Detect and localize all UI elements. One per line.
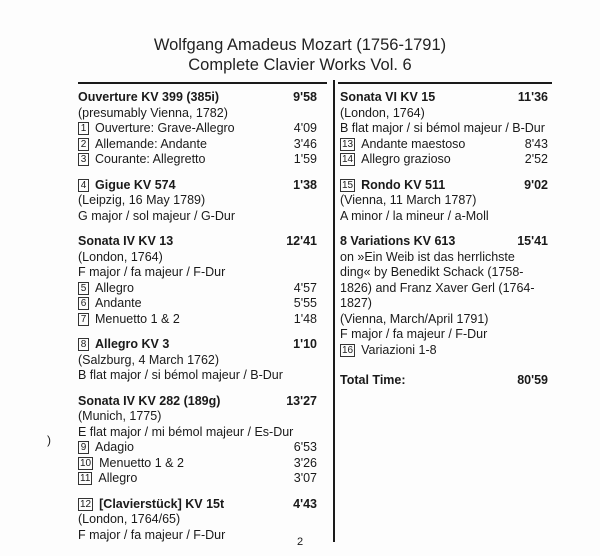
booklet-header: [0, 35, 600, 75]
work-info: (Munich, 1775): [78, 409, 162, 423]
track-row: [78, 312, 317, 328]
track-row: [78, 121, 317, 137]
track-row: [78, 471, 317, 487]
track-number: 16: [342, 344, 354, 356]
work-title: Sonata IV KV 13: [78, 234, 174, 248]
track-row: [78, 152, 317, 168]
work-duration: 15'41: [517, 234, 548, 248]
work-info: (Vienna, 11 March 1787): [340, 193, 477, 207]
work-title: Gigue KV 574: [95, 177, 176, 192]
work-title: Sonata VI KV 15: [340, 90, 436, 104]
left-top-rule: [78, 82, 327, 84]
work-duration: 9'58: [293, 90, 317, 104]
work-title: Allegro KV 3: [95, 337, 170, 351]
work-info: (Salzburg, 4 March 1762): [78, 352, 220, 367]
work-sonata-kv15: [340, 90, 548, 168]
track-title: Andante maestoso: [361, 136, 466, 151]
work-key: F major / fa majeur / F-Dur: [340, 327, 488, 341]
track-row: [78, 440, 317, 456]
total-time-label: Total Time:: [340, 373, 406, 387]
track-row: [340, 343, 548, 359]
track-number: 12: [80, 498, 92, 510]
track-row: [340, 137, 548, 153]
work-key: F major / fa majeur / F-Dur: [78, 527, 226, 542]
track-duration: 8'43: [524, 136, 548, 151]
track-number: 6: [78, 297, 89, 310]
track-title: Allemande: Andante: [95, 136, 207, 151]
track-duration: 3'07: [293, 471, 317, 485]
work-rondo: [340, 178, 548, 225]
track-title: Variazioni 1-8: [361, 342, 437, 357]
track-row: [78, 137, 317, 153]
total-time: [340, 373, 548, 389]
right-top-rule: [338, 82, 552, 84]
track-row: [78, 281, 317, 297]
right-column: [340, 90, 548, 389]
work-ouverture: [78, 90, 317, 168]
track-title: Ouverture: Grave-Allegro: [95, 121, 235, 135]
work-info: (London, 1764): [78, 249, 163, 264]
work-key: G major / sol majeur / G-Dur: [78, 208, 235, 223]
track-number: 5: [78, 282, 89, 295]
track-duration: 6'53: [293, 440, 317, 454]
track-duration: 3'46: [293, 136, 317, 151]
track-title: Andante: [95, 296, 142, 310]
work-variations: [340, 234, 548, 358]
track-duration: 4'57: [293, 280, 317, 295]
margin-mark: ): [47, 433, 51, 447]
left-column: [78, 90, 317, 543]
track-number: 4: [78, 179, 89, 192]
work-title: Ouverture KV 399 (385i): [78, 90, 220, 104]
track-number: 8: [78, 338, 89, 351]
track-number: 2: [78, 138, 89, 151]
track-number: 15: [342, 179, 354, 191]
work-duration: 12'41: [286, 234, 317, 248]
track-title: Courante: Allegretto: [95, 152, 206, 166]
work-allegro-kv3: [78, 337, 317, 384]
track-duration: 2'52: [524, 152, 548, 166]
work-title: 8 Variations KV 613: [340, 234, 456, 248]
track-duration: 1'59: [293, 152, 317, 166]
track-duration: 4'09: [293, 121, 317, 135]
track-duration: 3'26: [293, 455, 317, 470]
work-info: (London, 1764): [340, 105, 425, 120]
work-title: Sonata IV KV 282 (189g): [78, 393, 221, 408]
work-key: A minor / la mineur / a-Moll: [340, 208, 489, 223]
work-key: E flat major / mi bémol majeur / Es-Dur: [78, 424, 294, 439]
work-key: B flat major / si bémol majeur / B-Dur: [78, 368, 283, 382]
track-title: Allegro: [98, 471, 138, 485]
track-title: Menuetto 1 & 2: [99, 455, 184, 470]
track-number: 3: [78, 153, 89, 166]
track-row: [340, 152, 548, 168]
work-info: (Leipzig, 16 May 1789): [78, 193, 206, 207]
track-title: Adagio: [95, 440, 134, 454]
track-number: 10: [80, 457, 92, 469]
work-duration: 1'38: [293, 177, 317, 192]
track-number: 7: [78, 313, 89, 326]
work-duration: 13'27: [286, 393, 317, 408]
work-duration: 1'10: [293, 337, 317, 351]
track-duration: 5'55: [293, 296, 317, 310]
work-description: on »Ein Weib ist das herrlichste ding« by Benedikt Schack (1758-1826) and Franz Xaver Gerl (1764-1827): [340, 249, 535, 310]
work-duration: 9'02: [524, 177, 548, 192]
volume-title: Complete Clavier Works Vol. 6: [188, 56, 412, 74]
work-key: F major / fa majeur / F-Dur: [78, 265, 226, 279]
track-row: [78, 296, 317, 312]
page-number: 2: [296, 536, 304, 548]
work-info: (Vienna, March/April 1791): [340, 311, 489, 326]
work-duration: 11'36: [517, 90, 548, 104]
track-number: 14: [342, 154, 354, 165]
work-title: Rondo KV 511: [361, 177, 446, 192]
work-info: (presumably Vienna, 1782): [78, 105, 228, 120]
track-number: 9: [78, 441, 89, 454]
work-duration: 4'43: [293, 496, 317, 511]
track-title: Allegro: [95, 280, 134, 295]
track-row: [78, 456, 317, 472]
work-gigue: [78, 178, 317, 225]
track-number: 11: [80, 473, 91, 484]
track-title: Menuetto 1 & 2: [95, 311, 180, 326]
track-number: 1: [78, 122, 89, 135]
work-key: B flat major / si bémol majeur / B-Dur: [340, 121, 545, 135]
column-divider: [333, 80, 335, 542]
work-sonata-kv13: [78, 234, 317, 327]
track-duration: 1'48: [293, 311, 317, 326]
composer-title: Wolfgang Amadeus Mozart (1756-1791): [153, 36, 447, 54]
work-info: (London, 1764/65): [78, 512, 181, 526]
work-title: [Clavierstück] KV 15t: [99, 496, 225, 511]
track-title: Allegro grazioso: [361, 152, 451, 166]
work-sonata-kv282: [78, 394, 317, 487]
total-time-value: 80'59: [517, 373, 548, 387]
track-number: 13: [342, 138, 354, 150]
